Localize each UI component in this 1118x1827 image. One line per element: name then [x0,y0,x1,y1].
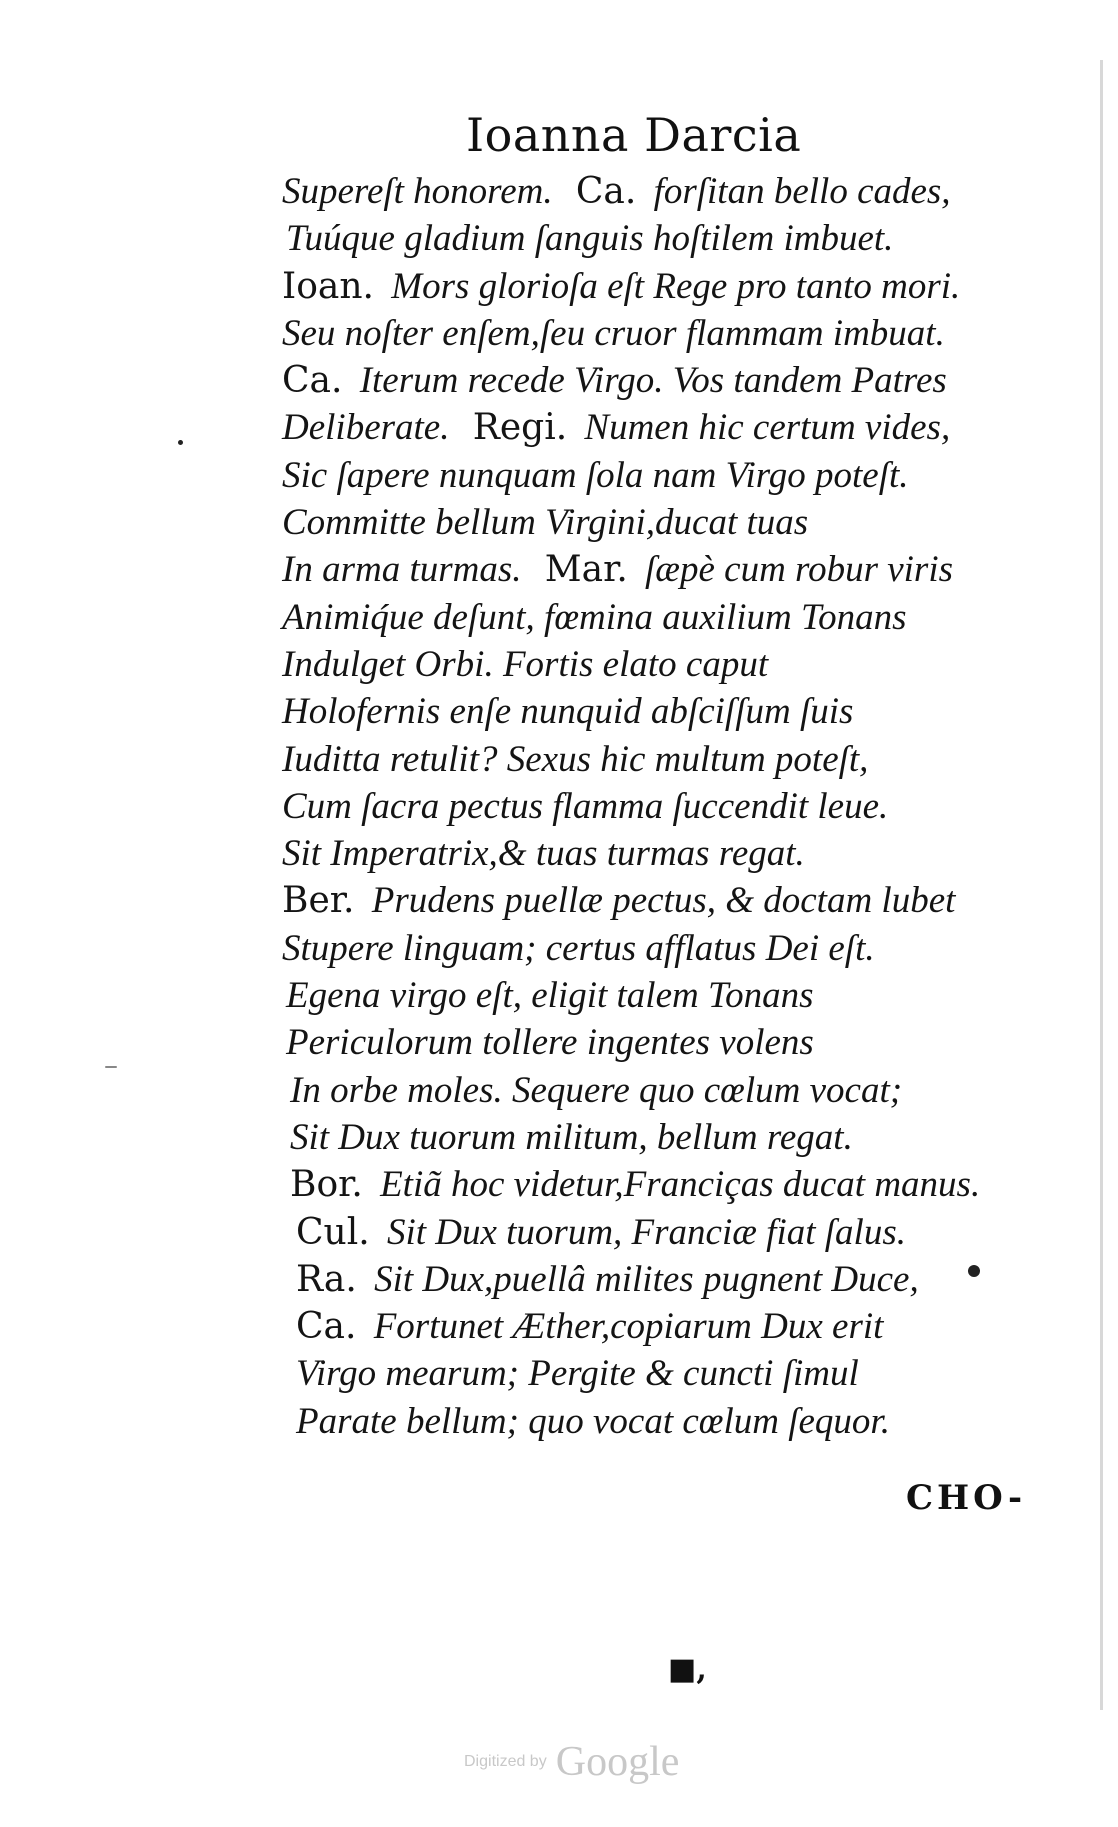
verse-line [282,594,1062,641]
verse-block [282,168,1062,1445]
verse-line [282,1256,1062,1303]
verse-text: forſitan bello cades, [653,171,951,212]
running-head: Ioanna Darcia [466,108,802,162]
verse-text: Parate bellum; quo vocat cœlum ſequor. [296,1400,890,1442]
verse-text: Sit Dux,puellâ milites pugnent Duce, [374,1258,919,1300]
verse-text: Holofernis enſe nunquid abſciſſum ſuis [282,691,854,733]
verse-text: In arma turmas. [282,549,522,591]
verse-line [282,925,1062,972]
verse-line [282,783,1062,830]
verse-line [282,1303,1062,1350]
signature-mark: ■, [668,1652,707,1687]
verse-line [282,263,1062,310]
speaker-label: Ber. [282,880,355,922]
verse-text: Virgo mearum; Pergite & cuncti ſimul [296,1353,859,1395]
verse-text: Sit Dux tuorum militum, bellum regat. [290,1116,853,1158]
verse-line [282,452,1062,499]
verse-line [282,688,1062,735]
speaker-label: Ca. [575,171,637,212]
verse-text: Numen hic certum vides, [584,407,951,449]
verse-line [282,168,1062,215]
verse-text: Sit Dux tuorum, Franciæ fiat ſalus. [386,1211,906,1253]
verse-text: Etiã hoc videtur,Franciças ducat manus. [380,1164,981,1206]
verse-text: Egena virgo eſt, eligit talem Tonans [286,975,814,1017]
ink-speck [178,440,183,445]
verse-line [282,404,1062,451]
verse-text: Sit Imperatrix,& tuas turmas regat. [282,833,805,875]
verse-line [282,1209,1062,1256]
verse-text: Iuditta retulit? Sexus hic multum poteſt, [282,738,869,780]
verse-line [282,877,1062,924]
speaker-label: Ca. [282,360,343,402]
digitization-watermark [464,1738,679,1786]
verse-line [282,1114,1062,1161]
verse-line [282,1398,1062,1445]
verse-text: Tuúque gladium ſanguis hoſtilem imbuet. [286,218,894,260]
verse-line [282,1019,1062,1066]
verse-text: ſæpè cum robur viris [645,549,954,591]
speaker-label: Bor. [290,1164,363,1206]
verse-line [282,972,1062,1019]
verse-text: Indulget Orbi. Fortis elato caput [282,643,769,685]
verse-line [282,830,1062,877]
verse-text: Committe bellum Virgini,ducat tuas [282,502,809,544]
watermark-logo: Google [555,1739,680,1785]
speaker-label: Ioan. [282,265,374,307]
verse-line [282,641,1062,688]
verse-text: Seu noſter enſem,ſeu cruor flammam imbuat. [282,312,945,354]
verse-text: Prudens puellæ pectus, & doctam lubet [371,880,956,922]
verse-text: Mors glorioſa eſt Rege pro tanto mori. [391,265,961,307]
verse-text: Deliberate. [282,407,450,449]
page-edge-shadow [1100,60,1103,1710]
verse-line [282,357,1062,404]
verse-line [282,736,1062,783]
verse-line [282,1161,1062,1208]
verse-text: Animiq́ue deſunt, fœmina auxilium Tonans [282,596,907,638]
speaker-label: Ca. [296,1306,357,1348]
speaker-label: Regi. [472,407,568,449]
verse-text: Sic ſapere nunquam ſola nam Virgo poteſt. [282,454,909,496]
margin-mark [105,1066,117,1068]
watermark-prefix: Digitized by [464,1753,547,1770]
ink-blot [968,1265,980,1277]
verse-line [282,499,1062,546]
verse-text: Fortunet Æther,copiarum Dux erit [373,1306,884,1348]
verse-line [282,1067,1062,1114]
speaker-label: Cul. [296,1211,370,1253]
verse-line [282,546,1062,593]
verse-text: Stupere linguam; certus afflatus Dei eſt. [282,927,875,969]
verse-line [282,310,1062,357]
verse-text: Periculorum tollere ingentes volens [286,1022,814,1064]
verse-text: Iterum recede Virgo. Vos tandem Patres [359,360,947,402]
verse-line [282,1350,1062,1397]
verse-text: In orbe moles. Sequere quo cœlum vocat; [290,1069,903,1111]
speaker-label: Mar. [544,549,628,591]
catchword: CHO- [906,1478,1027,1518]
speaker-label: Ra. [296,1258,357,1300]
verse-text: Supereſt honorem. [282,171,553,212]
verse-line [282,215,1062,262]
verse-text: Cum ſacra pectus flamma ſuccendit leue. [282,785,889,827]
